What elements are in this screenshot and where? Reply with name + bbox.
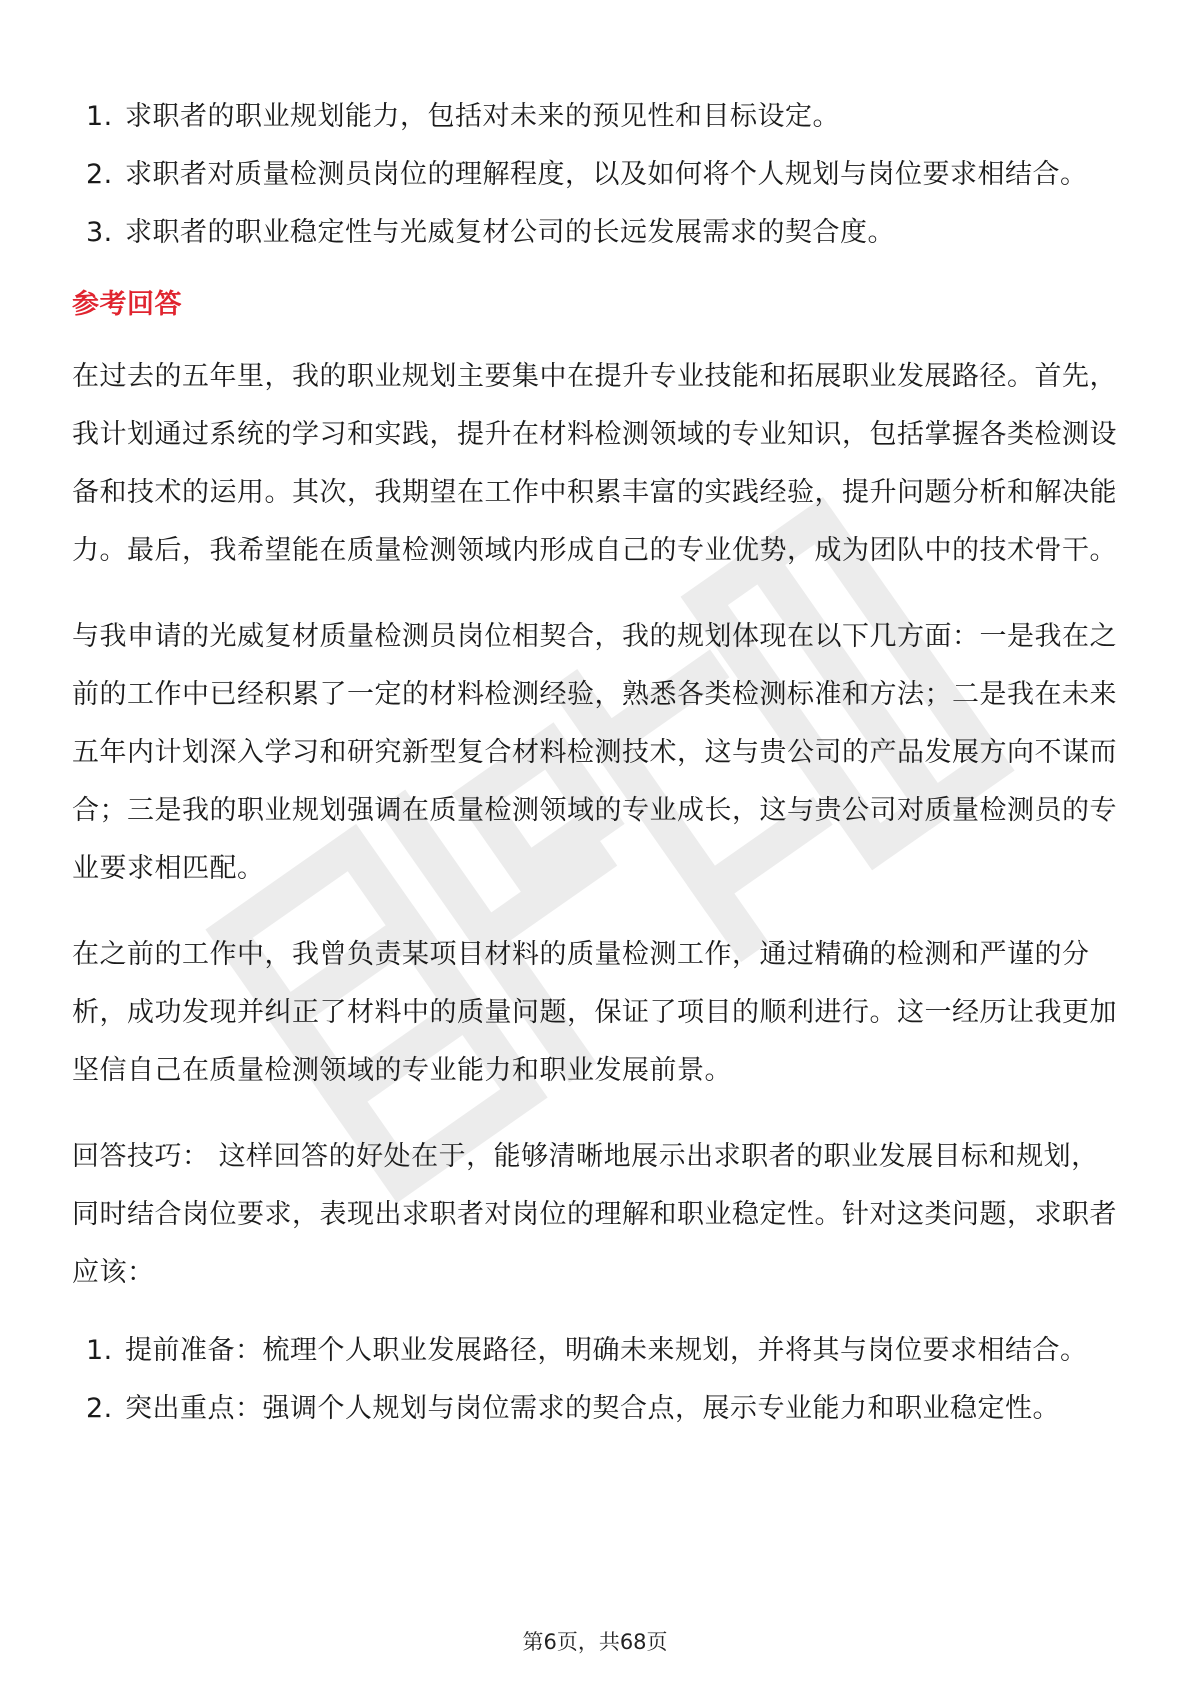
list-item-text: 突出重点：强调个人规划与岗位需求的契合点，展示专业能力和职业稳定性。	[125, 1393, 1060, 1424]
list-item	[72, 204, 1118, 262]
list-item	[72, 88, 1118, 146]
list-item	[72, 1380, 1118, 1438]
list-item-text: 求职者对质量检测员岗位的理解程度，以及如何将个人规划与岗位要求相结合。	[125, 159, 1088, 190]
list-number: 1.	[86, 101, 113, 132]
page-number: 第6页，共68页	[522, 1630, 668, 1654]
document-body	[72, 88, 1118, 1438]
section-title: 参考回答	[72, 289, 182, 320]
list-item	[72, 146, 1118, 204]
tips-paragraph: 回答技巧： 这样回答的好处在于，能够清晰地展示出求职者的职业发展目标和规划，同时结合岗位要求，表现出求职者对岗位的理解和职业稳定性。针对这类问题，求职者应该：	[72, 1141, 1117, 1288]
list-number: 3.	[86, 217, 113, 248]
list-item-text: 求职者的职业稳定性与光威复材公司的长远发展需求的契合度。	[125, 217, 895, 248]
list-number: 2.	[86, 159, 113, 190]
criteria-list	[72, 88, 1118, 262]
answer-paragraph: 在过去的五年里，我的职业规划主要集中在提升专业技能和拓展职业发展路径。首先，我计划通过系统的学习和实践，提升在材料检测领域的专业知识，包括掌握各类检测设备和技术的运用。其次，我期望在工作中积累丰富的实践经验，提升问题分析和解决能力。最后，我希望能在质量检测领域内形成自己的专业优势，成为团队中的技术骨干。	[72, 361, 1117, 566]
tips-list	[72, 1322, 1118, 1438]
answer-paragraph: 在之前的工作中，我曾负责某项目材料的质量检测工作，通过精确的检测和严谨的分析，成功发现并纠正了材料中的质量问题，保证了项目的顺利进行。这一经历让我更加坚信自己在质量检测领域的专业能力和职业发展前景。	[72, 939, 1117, 1086]
list-item-text: 求职者的职业规划能力，包括对未来的预见性和目标设定。	[125, 101, 840, 132]
answer-paragraph: 与我申请的光威复材质量检测员岗位相契合，我的规划体现在以下几方面：一是我在之前的工作中已经积累了一定的材料检测经验，熟悉各类检测标准和方法；二是我在未来五年内计划深入学习和研究新型复合材料检测技术，这与贵公司的产品发展方向不谋而合；三是我的职业规划强调在质量检测领域的专业成长，这与贵公司对质量检测员的专业要求相匹配。	[72, 621, 1117, 884]
list-number: 1.	[86, 1335, 113, 1366]
list-number: 2.	[86, 1393, 113, 1424]
list-item-text: 提前准备：梳理个人职业发展路径，明确未来规划，并将其与岗位要求相结合。	[125, 1335, 1088, 1366]
list-item	[72, 1322, 1118, 1380]
